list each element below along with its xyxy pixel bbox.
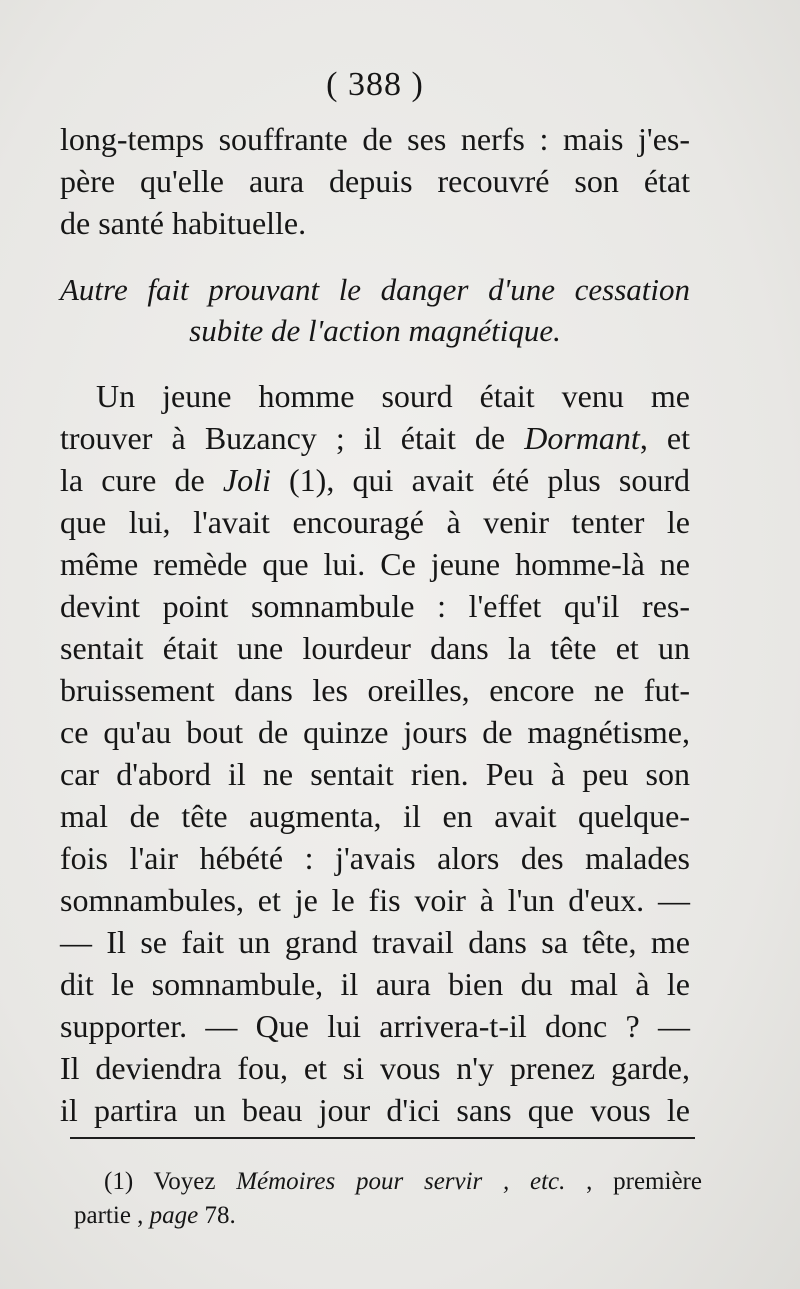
text-line: que lui, l'avait encouragé à venir tenter le <box>60 504 690 540</box>
footnote-line-1: (1) Voyez Mémoires pour servir , etc. , première <box>104 1168 702 1195</box>
text-line: fois l'air hébété : j'avais alors des malades <box>60 840 690 876</box>
text-line: même remède que lui. Ce jeune homme-là ne <box>60 546 690 582</box>
footnote-title: Mémoires pour servir , etc. <box>236 1168 566 1195</box>
footnote-divider <box>70 1137 695 1139</box>
text-line: car d'abord il ne sentait rien. Peu à peu son <box>60 756 690 792</box>
text-line: Il deviendra fou, et si vous n'y prenez garde, <box>60 1050 690 1086</box>
text-line: somnambules, et je le fis voir à l'un d'eux. — <box>60 882 690 918</box>
text-line: — Il se fait un grand travail dans sa tête, me <box>60 924 690 960</box>
footnote-line-2: partie , page 78. <box>74 1202 236 1229</box>
text-line: devint point somnambule : l'effet qu'il res- <box>60 588 690 624</box>
place-name-joli: Joli <box>222 462 271 498</box>
text-line: supporter. — Que lui arrivera-t-il donc ? — <box>60 1008 690 1044</box>
text-line: trouver à Buzancy ; il était de Dormant, et <box>60 420 691 456</box>
text-line: dit le somnambule, il aura bien du mal à le <box>60 966 690 1002</box>
text-line: père qu'elle aura depuis recouvré son état <box>60 163 690 199</box>
text-line: la cure de Joli (1), qui avait été plus sourd <box>60 462 691 498</box>
place-name-dormant: Dormant <box>524 420 640 456</box>
text-line: sentait était une lourdeur dans la tête et un <box>60 630 690 666</box>
section-heading-line-2: subite de l'action magnétique. <box>189 313 561 348</box>
text-line: mal de tête augmenta, il en avait quelque- <box>60 798 690 834</box>
text-line: bruissement dans les oreilles, encore ne fut- <box>60 672 690 708</box>
section-heading-line-1: Autre fait prouvant le danger d'une cessation <box>60 272 690 307</box>
text-line: long-temps souffrante de ses nerfs : mais j'es- <box>60 121 690 157</box>
text-line: ce qu'au bout de quinze jours de magnétisme, <box>60 714 690 750</box>
paragraph-first-line: Un jeune homme sourd était venu me <box>96 378 690 414</box>
page-number: ( 388 ) <box>326 66 424 103</box>
text-line: de santé habituelle. <box>60 205 307 241</box>
text-line: il partira un beau jour d'ici sans que vous le <box>60 1092 690 1128</box>
